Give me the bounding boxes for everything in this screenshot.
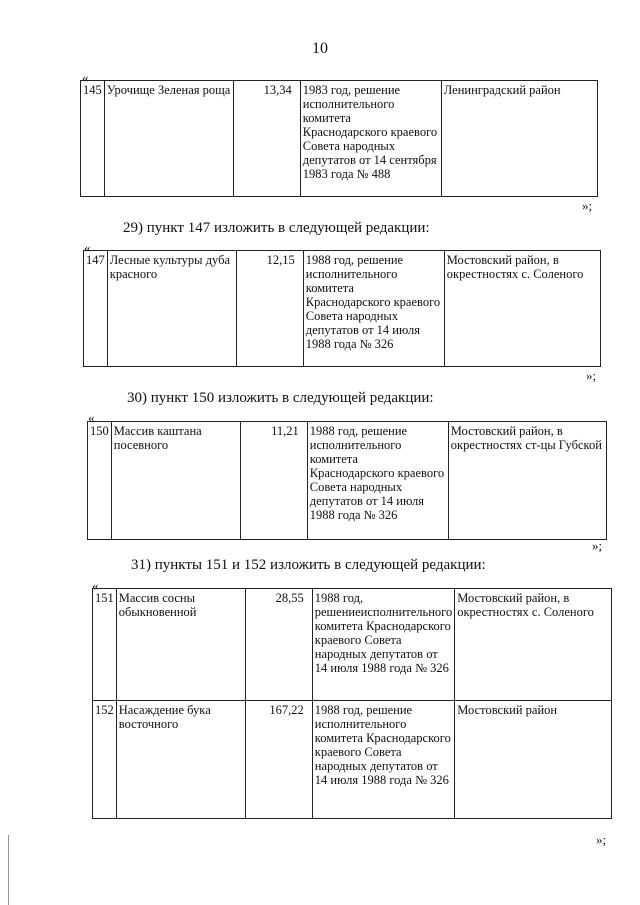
cell-decision: 1988 год, решение исполнительного комитета Краснодарского краевого Совета народных депутатов от 14 июля 1988 года № 326 xyxy=(303,251,444,367)
cell-area: 28,55 xyxy=(245,589,312,701)
cell-number: 147 xyxy=(84,251,108,367)
table-block-151-152 xyxy=(92,588,612,819)
cell-location: Мостовский район, в окрестностях с. Соленого xyxy=(455,589,612,701)
close-quote: »; xyxy=(582,198,593,213)
cell-location: Мостовский район, в окрестностях с. Соленого xyxy=(444,251,600,367)
cell-name: Массив каштана посевного xyxy=(111,422,240,540)
cell-decision: 1988 год, решение исполнительного комитета Краснодарского краевого Совета народных депутатов от 14 июля 1988 года № 326 xyxy=(307,422,448,540)
close-quote: »; xyxy=(596,832,607,847)
cell-number: 152 xyxy=(93,701,117,819)
cell-number: 151 xyxy=(93,589,117,701)
cell-decision: 1983 год, решение исполнительного комитета Краснодарского краевого Совета народных депутатов от 14 сентября 1983 года № 488 xyxy=(300,81,441,197)
open-quote: « xyxy=(84,240,91,255)
open-quote: « xyxy=(92,578,99,593)
table-row xyxy=(93,701,612,819)
table-block-150 xyxy=(87,421,607,540)
close-quote: »; xyxy=(592,538,603,553)
cell-location: Ленинградский район xyxy=(441,81,597,197)
table-block-145 xyxy=(80,80,598,197)
cell-decision: 1988 год, решениеисполнительного комитета Краснодарского краевого Совета народных депутатов от 14 июля 1988 года № 326 xyxy=(312,589,454,701)
cell-location: Мостовский район xyxy=(455,701,612,819)
table-row xyxy=(88,422,607,540)
open-quote: « xyxy=(82,70,89,85)
section-heading: 30) пункт 150 изложить в следующей редакции: xyxy=(127,390,434,406)
table-block-147 xyxy=(83,250,601,367)
open-quote: « xyxy=(88,410,95,425)
section-heading: 31) пункты 151 и 152 изложить в следующей редакции: xyxy=(131,557,486,573)
cell-area: 167,22 xyxy=(245,701,312,819)
cell-area: 11,21 xyxy=(240,422,307,540)
cell-number: 145 xyxy=(81,81,105,197)
page-number: 10 xyxy=(312,40,328,57)
cell-name: Массив сосны обыкновенной xyxy=(116,589,245,701)
cell-area: 12,15 xyxy=(236,251,303,367)
scan-edge-mark xyxy=(8,835,9,905)
close-quote: »; xyxy=(586,368,597,383)
table-row xyxy=(93,589,612,701)
cell-name: Лесные культуры дуба красного xyxy=(107,251,236,367)
cell-area: 13,34 xyxy=(233,81,300,197)
cell-number: 150 xyxy=(88,422,112,540)
cell-name: Урочище Зеленая роща xyxy=(104,81,233,197)
table-row xyxy=(81,81,598,197)
table-row xyxy=(84,251,601,367)
cell-location: Мостовский район, в окрестностях ст-цы Губской xyxy=(448,422,606,540)
cell-decision: 1988 год, решение исполнительного комитета Краснодарского краевого Совета народных депутатов от 14 июля 1988 года № 326 xyxy=(312,701,454,819)
cell-name: Насаждение бука восточного xyxy=(116,701,245,819)
section-heading: 29) пункт 147 изложить в следующей редакции: xyxy=(123,220,430,236)
